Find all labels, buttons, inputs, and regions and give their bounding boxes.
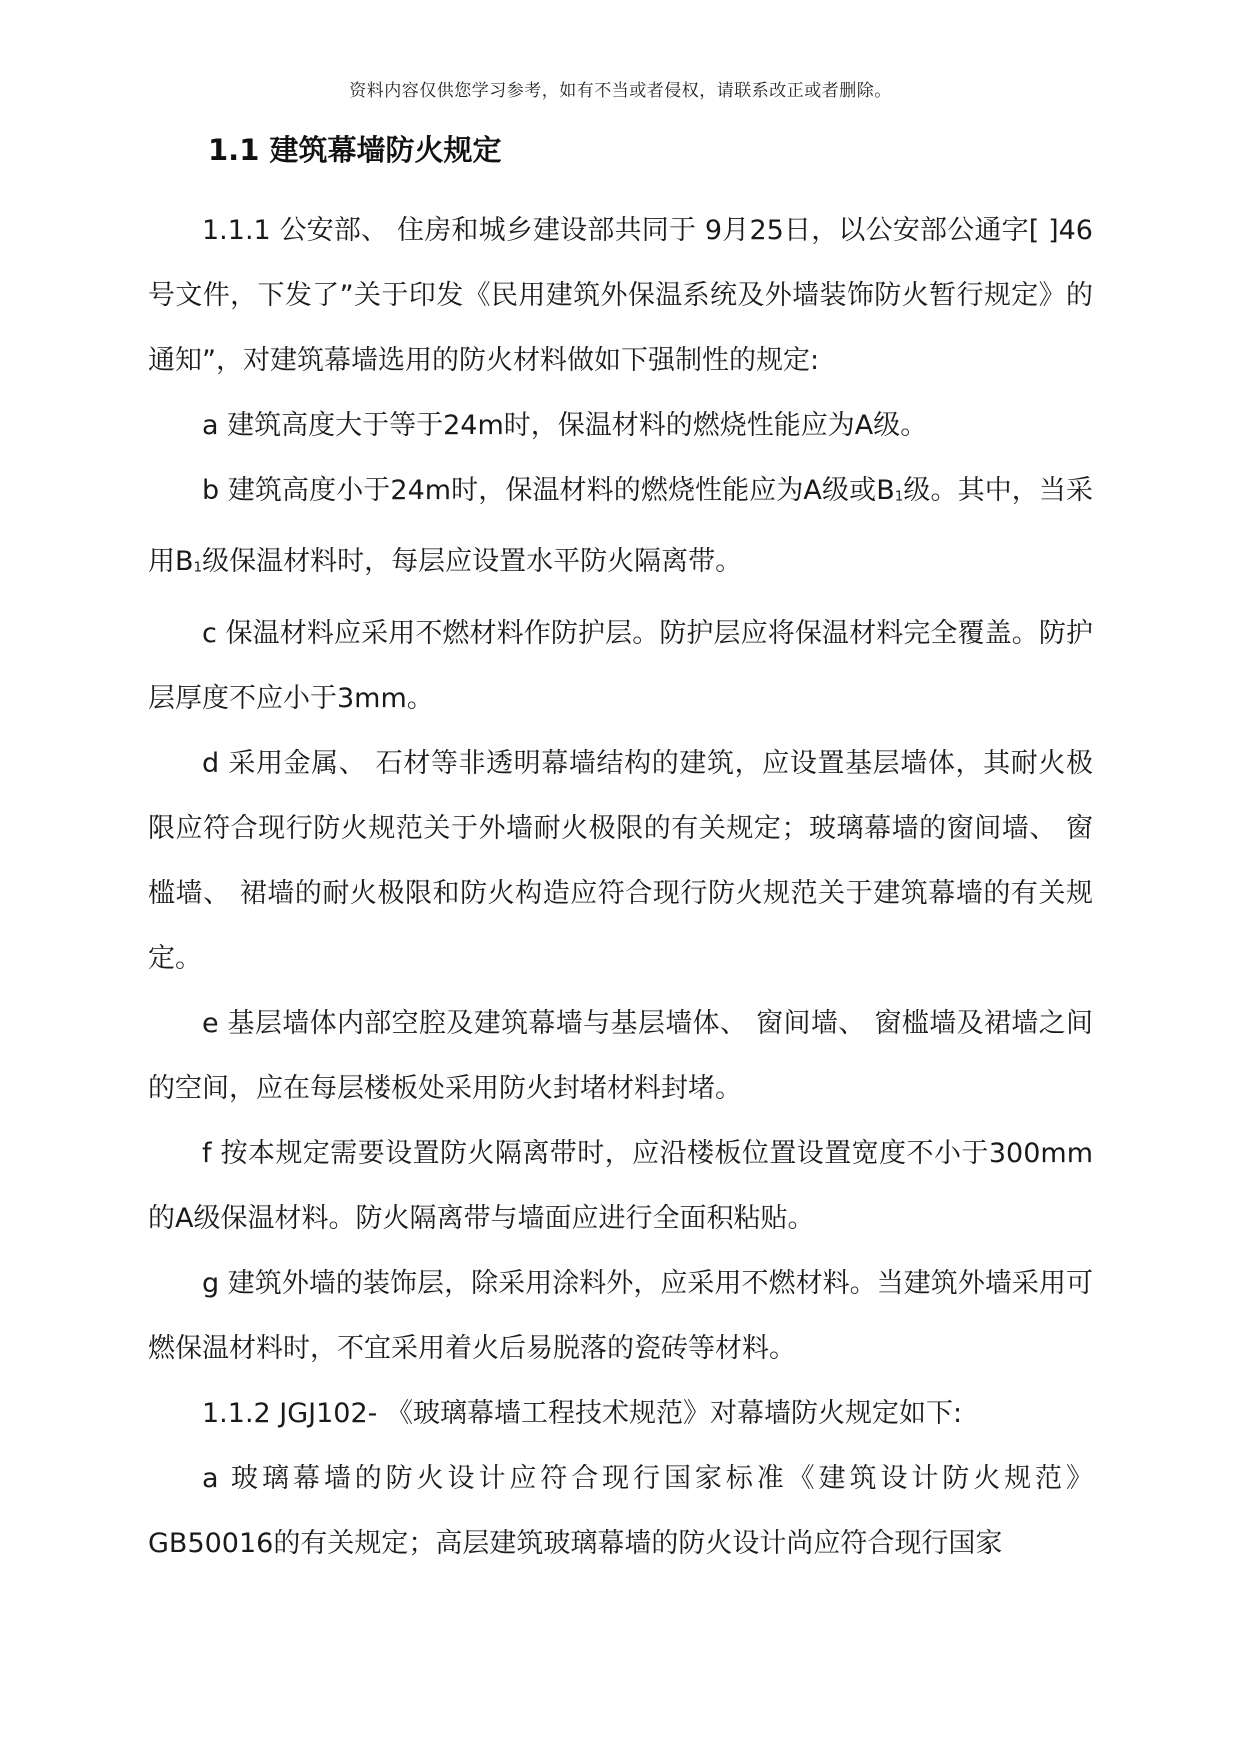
clause-b-text-2: 级。其中，当采用B [148, 475, 1093, 578]
clause-c: c 保温材料应采用不燃材料作防护层。防护层应将保温材料完全覆盖。防护层厚度不应小于3mm。 [148, 617, 1093, 714]
clause-d: d 采用金属、 石材等非透明幕墙结构的建筑，应设置基层墙体，其耐火极限应符合现行防火规范关于外墙耐火极限的有关规定；玻璃幕墙的窗间墙、 窗槛墙、 裙墙的耐火极限和防火构造应符合现行防火规范关于建筑幕墙的有关规定。 [148, 747, 1093, 974]
clause-b [148, 458, 1093, 601]
subscript: 1 [193, 559, 203, 576]
clause-a: a 建筑高度大于等于24m时，保温材料的燃烧性能应为A级。 [202, 410, 928, 441]
subscript: 1 [894, 488, 904, 505]
document-body [148, 198, 1093, 1576]
section-title: 1.1 建筑幕墙防火规定 [208, 133, 502, 167]
paragraph-1-1-2: 1.1.2 JGJ102- 《玻璃幕墙工程技术规范》对幕墙防火规定如下: [202, 1397, 963, 1429]
clause-b-text-1: b 建筑高度小于24m时，保温材料的燃烧性能应为A级或B [202, 475, 895, 506]
clause-e: e 基层墙体内部空腔及建筑幕墙与基层墙体、 窗间墙、 窗槛墙及裙墙之间的空间，应在每层楼板处采用防火封堵材料封堵。 [148, 1007, 1093, 1104]
clause-g: g 建筑外墙的装饰层，除采用涂料外，应采用不燃材料。当建筑外墙采用可燃保温材料时，不宜采用着火后易脱落的瓷砖等材料。 [148, 1267, 1093, 1364]
clause-f: f 按本规定需要设置防火隔离带时，应沿楼板位置设置宽度不小于300mm的A级保温材料。防火隔离带与墙面应进行全面积粘贴。 [148, 1137, 1093, 1234]
clause-1-1-2-a: a 玻璃幕墙的防火设计应符合现行国家标准《建筑设计防火规范》GB50016的有关规定；高层建筑玻璃幕墙的防火设计尚应符合现行国家 [148, 1462, 1093, 1559]
disclaimer-header: 资料内容仅供您学习参考，如有不当或者侵权，请联系改正或者删除。 [349, 81, 892, 101]
clause-b-text-3: 级保温材料时，每层应设置水平防火隔离带。 [202, 546, 743, 578]
paragraph-1-1-1: 1.1.1 公安部、 住房和城乡建设部共同于 9月25日，以公安部公通字[ ]46号文件，下发了”关于印发《民用建筑外保温系统及外墙装饰防火暂行规定》的通知”，对建筑幕墙选用的防火材料做如下强制性的规定: [148, 215, 1093, 376]
